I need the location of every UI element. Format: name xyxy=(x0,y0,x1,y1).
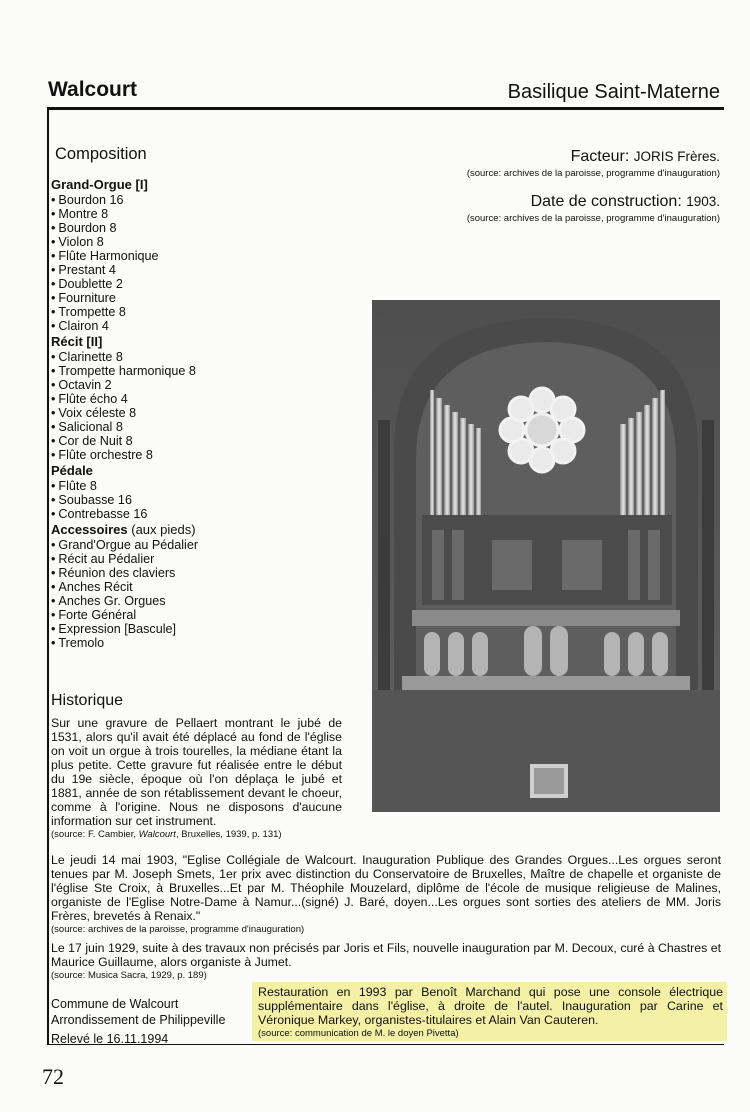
facteur-source: (source: archives de la paroisse, programme d'inauguration) xyxy=(466,168,720,179)
historique-source-2: (source: archives de la paroisse, programme d'inauguration) xyxy=(51,924,305,935)
stop-item: • Flûte écho 4 xyxy=(51,392,351,406)
stop-item: • Trompette 8 xyxy=(51,305,351,319)
top-rule xyxy=(47,107,724,110)
stop-item: • Flûte 8 xyxy=(51,479,351,493)
stop-item: • Violon 8 xyxy=(51,235,351,249)
historique-source-3: (source: Musica Sacra, 1929, p. 189) xyxy=(51,970,207,981)
historique-text-3: Le 17 juin 1929, suite à des travaux non précisés par Joris et Fils, nouvelle inauguration par M. Decoux, curé à Chastres et Maurice Guillaume, alors organiste à Jumet. xyxy=(51,941,721,969)
restauration-note xyxy=(258,985,723,1041)
stop-item: • Réunion des claviers xyxy=(51,566,351,580)
stop-item: • Clairon 4 xyxy=(51,319,351,333)
division-heading: Récit [II] xyxy=(51,334,103,349)
releve-date: Relevé le 16.11.1994 xyxy=(51,1032,169,1046)
historique-paragraph-1 xyxy=(51,716,342,842)
church-name: Basilique Saint-Materne xyxy=(507,81,720,103)
stop-item: • Prestant 4 xyxy=(51,263,351,277)
historique-heading: Historique xyxy=(51,692,124,709)
stop-item: • Flûte orchestre 8 xyxy=(51,448,351,462)
stop-item: • Flûte Harmonique xyxy=(51,249,351,263)
date-value: 1903. xyxy=(686,194,720,209)
facteur-value: JORIS Frères. xyxy=(633,149,720,164)
historique-text-1: Sur une gravure de Pellaert montrant le jubé de 1531, alors qu'il avait été déplacé au fond de l'église on voit un orgue à trois tourelles, la médiane étant la plus petite. Cette gravure fut réalisée entre le début du 19e siècle, époque où l'on déplaça le jubé et 1881, année de son rétablissement devant le choeur, comme à l'origine. Nous ne disposons d'aucune information sur cet instrument. xyxy=(51,716,342,828)
stop-item: • Forte Général xyxy=(51,608,351,622)
division-heading: Accessoires (aux pieds) xyxy=(51,522,196,537)
place-name: Walcourt xyxy=(48,78,138,101)
stop-item: • Tremolo xyxy=(51,636,351,650)
stop-item: • Cor de Nuit 8 xyxy=(51,434,351,448)
page-number: 72 xyxy=(42,1064,64,1089)
historique-text-2: Le jeudi 14 mai 1903, "Eglise Collégiale de Walcourt. Inauguration Publique des Grandes Orgues...Les orgues seront tenues par M. Joseph Smets, 1er prix avec distinction du Conservatoire de Bruxelles, Maître de chapelle et organiste de l'église Ste Croix, à Bruxelles...Et par M. Théophile Mouzelard, diplôme de l'école de musique religieuse de Malines, organiste de l'Eglise Notre-Dame à Namur...(signé) J. Baré, doyen...Les orgues sont sorties des ateliers de MM. Joris Frères, brevetés à Renaix." xyxy=(51,853,721,923)
stop-item: • Voix céleste 8 xyxy=(51,406,351,420)
historique-paragraph-2 xyxy=(51,853,721,937)
stop-item: • Anches Gr. Orgues xyxy=(51,594,351,608)
commune-name: Commune de Walcourt xyxy=(51,997,179,1011)
restauration-source: (source: communication de M. le doyen Pivetta) xyxy=(258,1028,459,1039)
historique-paragraph-3 xyxy=(51,941,721,983)
stop-item: • Montre 8 xyxy=(51,207,351,221)
stop-item: • Salicional 8 xyxy=(51,420,351,434)
date-label: Date de construction: xyxy=(530,193,687,210)
stop-item: • Trompette harmonique 8 xyxy=(51,364,351,378)
date-source: (source: archives de la paroisse, programme d'inauguration) xyxy=(466,213,720,224)
stop-item: • Bourdon 16 xyxy=(51,193,351,207)
left-rule xyxy=(47,107,49,1044)
organ-photo xyxy=(372,300,720,812)
arrondissement-name: Arrondissement de Philippeville xyxy=(51,1013,226,1027)
date-block xyxy=(467,193,720,224)
division-heading: Pédale xyxy=(51,463,93,478)
stop-item: • Fourniture xyxy=(51,291,351,305)
facteur-label: Facteur: xyxy=(570,148,634,165)
stop-list xyxy=(51,178,351,650)
composition-heading: Composition xyxy=(55,145,147,163)
division-heading: Grand-Orgue [I] xyxy=(51,177,148,192)
stop-item: • Octavin 2 xyxy=(51,378,351,392)
stop-item: • Expression [Bascule] xyxy=(51,622,351,636)
facteur-block xyxy=(467,148,720,179)
historique-source-1: (source: F. Cambier, Walcourt, Bruxelles, 1939, p. 131) xyxy=(51,829,282,840)
commune-block xyxy=(51,996,225,1028)
stop-item: • Récit au Pédalier xyxy=(51,552,351,566)
restauration-text: Restauration en 1993 par Benoît Marchand qui pose une console électrique supplémentaire dans l'église, à droite de l'autel. Inauguration par Carine et Véronique Markey, organistes-titulaires et Alain Van Cauteren. xyxy=(258,985,723,1027)
stop-item: • Contrebasse 16 xyxy=(51,507,351,521)
stop-item: • Bourdon 8 xyxy=(51,221,351,235)
stop-item: • Anches Récit xyxy=(51,580,351,594)
stop-item: • Soubasse 16 xyxy=(51,493,351,507)
stop-item: • Grand'Orgue au Pédalier xyxy=(51,538,351,552)
stop-item: • Doublette 2 xyxy=(51,277,351,291)
stop-item: • Clarinette 8 xyxy=(51,350,351,364)
